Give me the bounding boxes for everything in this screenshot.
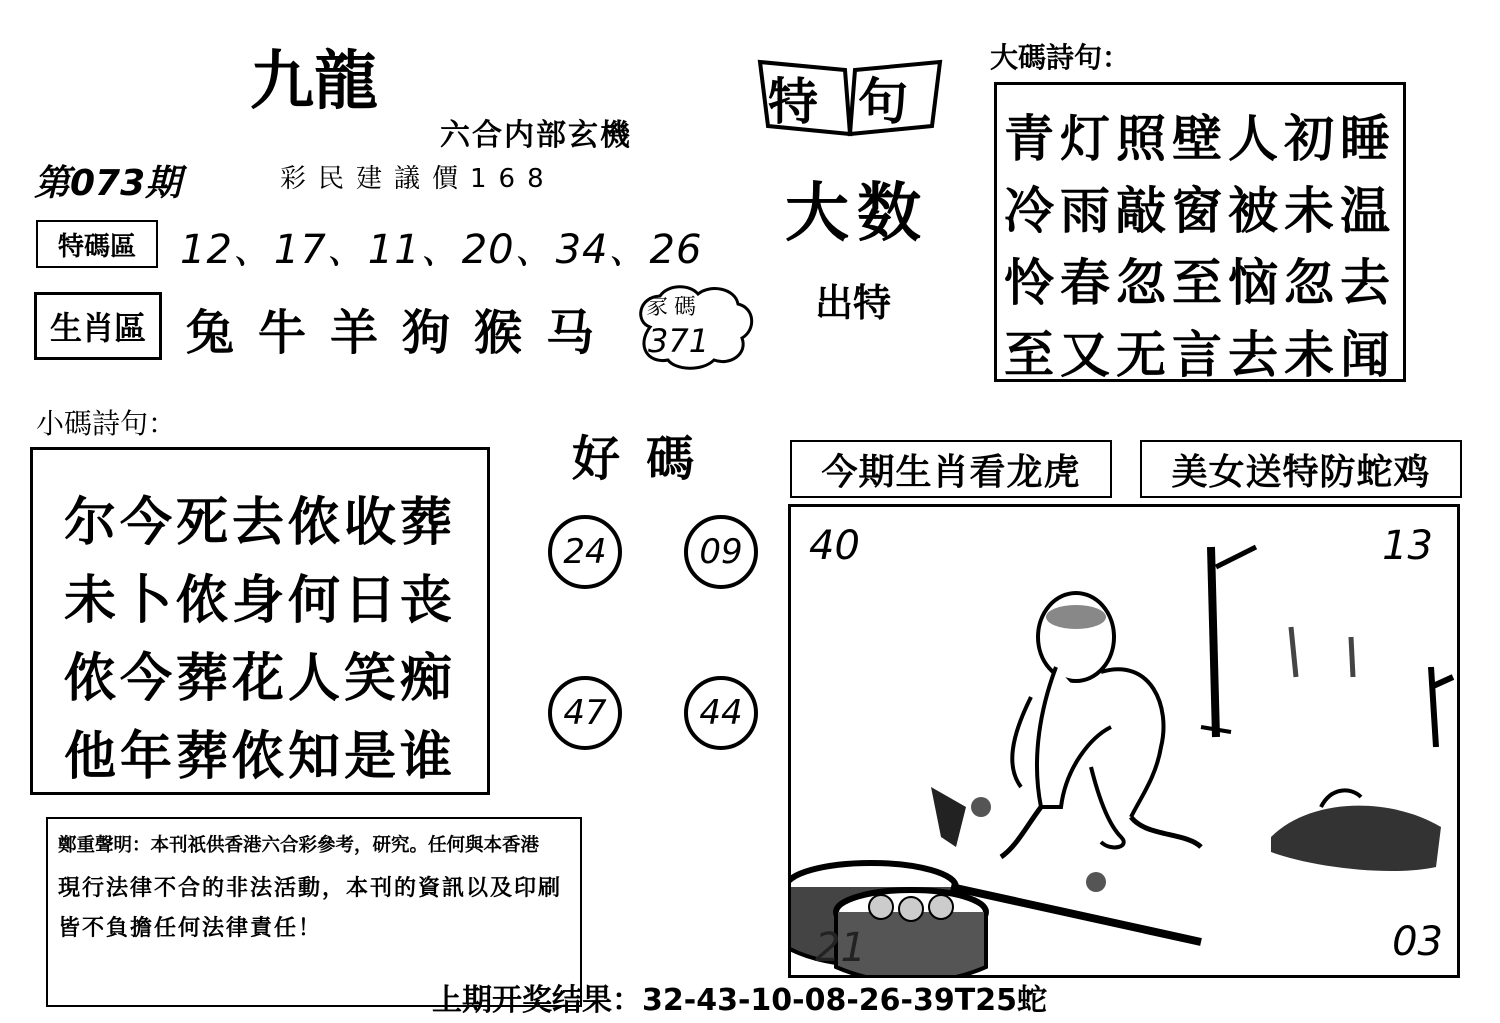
- small-poem-box: [30, 447, 490, 795]
- monkey-illustration: [791, 507, 1460, 978]
- special-zone-numbers: 12、17、11、20、34、26: [180, 227, 703, 273]
- page-title: 九龍: [250, 44, 378, 119]
- big-poem-title: 大碼詩句：: [990, 41, 1131, 74]
- last-draw-result: 上期开奖结果：32-43-10-08-26-39T25蛇: [432, 983, 1047, 1018]
- out-special-text: 出特: [815, 281, 892, 325]
- image-number-top-left: 40: [809, 523, 860, 569]
- good-numbers-title: 好碼: [572, 431, 721, 487]
- tag-beauty-hint: [1140, 440, 1462, 498]
- tag-zodiac-hint-text: 今期生肖看龙虎: [821, 451, 1081, 493]
- good-number-circle: 24: [548, 515, 622, 589]
- small-poem-line: 侬今葬花人笑痴: [63, 649, 456, 709]
- special-zone-label-text: 特碼區: [57, 231, 136, 262]
- big-poem-line: 怜春忽至恼忽去: [1004, 254, 1396, 312]
- special-zone-label: [36, 220, 158, 268]
- price-text: 彩民建議價168: [280, 164, 556, 194]
- image-number-bottom-left: 21: [815, 925, 866, 971]
- small-poem-line: 他年葬侬知是谁: [63, 727, 456, 787]
- te-ju-label: 特句: [768, 72, 948, 131]
- good-number-circle: 47: [548, 676, 622, 750]
- image-number-top-right: 13: [1382, 523, 1433, 569]
- big-poem-line: 冷雨敲窗被未温: [1004, 182, 1396, 240]
- big-poem-line: 至又无言去未闻: [1004, 326, 1396, 384]
- zodiac-animals: 兔牛羊狗猴马: [186, 305, 619, 361]
- cloud-label: 家碼: [646, 295, 703, 320]
- illustration-frame: [788, 504, 1460, 978]
- big-number-text: 大数: [785, 177, 929, 251]
- zodiac-zone-label: [34, 292, 162, 360]
- good-number-circle: 44: [684, 676, 758, 750]
- disclaimer-line: 皆不負擔任何法律責任！: [58, 916, 323, 941]
- small-poem-line: 尔今死去侬收葬: [63, 493, 456, 553]
- tag-beauty-hint-text: 美女送特防蛇鸡: [1171, 451, 1431, 493]
- big-poem-line: 青灯照壁人初睡: [1004, 110, 1396, 168]
- good-number-circle: 09: [684, 515, 758, 589]
- tag-zodiac-hint: [790, 440, 1112, 498]
- issue-number: 第073期: [34, 163, 182, 204]
- cloud-number: 371: [648, 322, 710, 360]
- disclaimer-line: 鄭重聲明：本刊祇供香港六合彩參考，研究。任何與本香港: [58, 835, 540, 856]
- small-poem-title: 小碼詩句：: [36, 407, 177, 440]
- zodiac-zone-label-text: 生肖區: [49, 309, 146, 347]
- page-subtitle: 六合内部玄機: [440, 118, 632, 153]
- disclaimer-line: 現行法律不合的非法活動，本刊的資訊以及印刷: [58, 876, 563, 901]
- big-poem-box: [994, 82, 1406, 382]
- image-number-bottom-right: 03: [1392, 919, 1443, 965]
- small-poem-line: 未卜侬身何日丧: [63, 571, 456, 631]
